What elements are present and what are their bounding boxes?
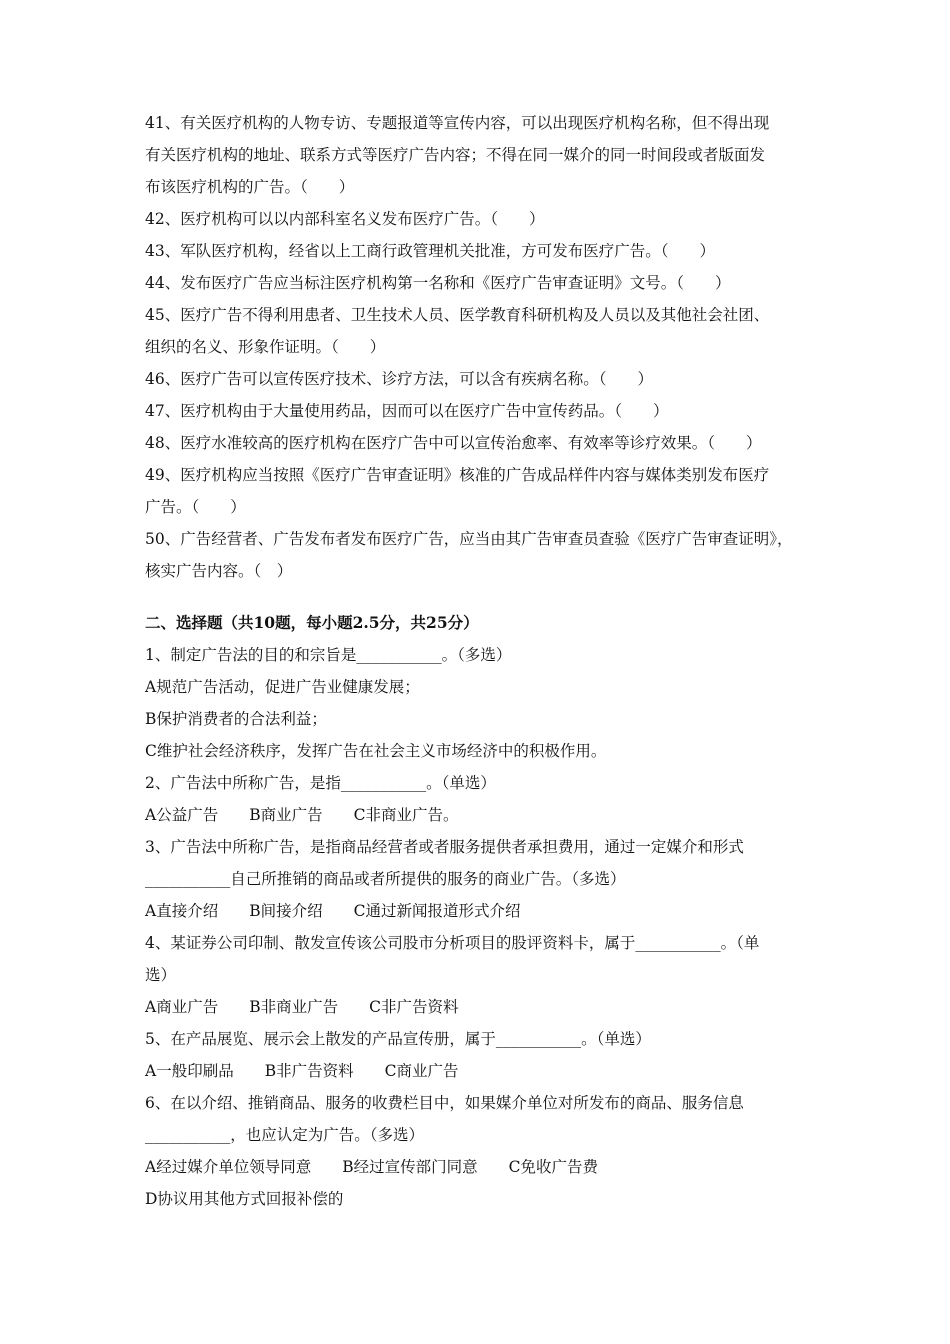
text-line: 1、制定广告法的目的和宗旨是___________。（多选） [145,646,512,664]
multiple-choice-questions [145,639,817,1215]
text-line: 50、广告经营者、广告发布者发布医疗广告，应当由其广告审查员查验《医疗广告审查证明》， [145,530,793,548]
text-line: B保护消费者的合法利益； [145,710,327,728]
text-line: 广告。（ ） [145,498,246,516]
text-line: 49、医疗机构应当按照《医疗广告审查证明》核准的广告成品样件内容与媒体类别发布医疗 [145,466,770,484]
text-line: 43、军队医疗机构，经省以上工商行政管理机关批准，方可发布医疗广告。（ ） [145,242,715,260]
text-line: 41、有关医疗机构的人物专访、专题报道等宣传内容，可以出现医疗机构名称，但不得出现 [145,114,770,132]
text-line: ___________自己所推销的商品或者所提供的服务的商业广告。（多选） [145,870,626,888]
text-line: A规范广告活动，促进广告业健康发展； [145,678,420,696]
text-line: 44、发布医疗广告应当标注医疗机构第一名称和《医疗广告审查证明》文号。（ ） [145,274,731,292]
text-line: A经过媒介单位领导同意 B经过宣传部门同意 C免收广告费 [145,1158,598,1176]
text-line: 3、广告法中所称广告，是指商品经营者或者服务提供者承担费用，通过一定媒介和形式 [145,838,744,856]
text-line: ___________，也应认定为广告。（多选） [145,1126,425,1144]
text-line: C维护社会经济秩序，发挥广告在社会主义市场经济中的积极作用。 [145,742,607,760]
text-line: 47、医疗机构由于大量使用药品，因而可以在医疗广告中宣传药品。（ ） [145,402,669,420]
document-page [145,107,817,1215]
text-line: 布该医疗机构的广告。（ ） [145,178,355,196]
text-line: 2、广告法中所称广告，是指___________。（单选） [145,774,496,792]
text-line: 5、在产品展览、展示会上散发的产品宣传册，属于___________。（单选） [145,1030,651,1048]
text-line: 4、某证券公司印制、散发宣传该公司股市分析项目的股评资料卡，属于___________。（单 [145,934,760,952]
text-line: 选） [145,966,177,984]
text-line: 48、医疗水准较高的医疗机构在医疗广告中可以宣传治愈率、有效率等诊疗效果。（ ） [145,434,762,452]
text-line: A商业广告 B非商业广告 C非广告资料 [145,998,459,1016]
text-line: A直接介绍 B间接介绍 C通过新闻报道形式介绍 [145,902,521,920]
text-line: 6、在以介绍、推销商品、服务的收费栏目中，如果媒介单位对所发布的商品、服务信息 [145,1094,744,1112]
text-line: 组织的名义、形象作证明。（ ） [145,338,386,356]
text-line: 核实广告内容。（ ） [145,562,293,580]
section-heading: 二、选择题（共10题，每小题2.5分，共25分） [145,613,479,632]
text-line: 42、医疗机构可以以内部科室名义发布医疗广告。（ ） [145,210,545,228]
true-false-questions [145,107,817,587]
text-line: 45、医疗广告不得利用患者、卫生技术人员、医学教育科研机构及人员以及其他社会社团、 [145,306,770,324]
text-line: 46、医疗广告可以宣传医疗技术、诊疗方法，可以含有疾病名称。（ ） [145,370,653,388]
text-line: A一般印刷品 B非广告资料 C商业广告 [145,1062,459,1080]
text-line: D协议用其他方式回报补偿的 [145,1190,344,1208]
text-line: 有关医疗机构的地址、联系方式等医疗广告内容；不得在同一媒介的同一时间段或者版面发 [145,146,766,164]
text-line: A公益广告 B商业广告 C非商业广告。 [145,806,459,824]
